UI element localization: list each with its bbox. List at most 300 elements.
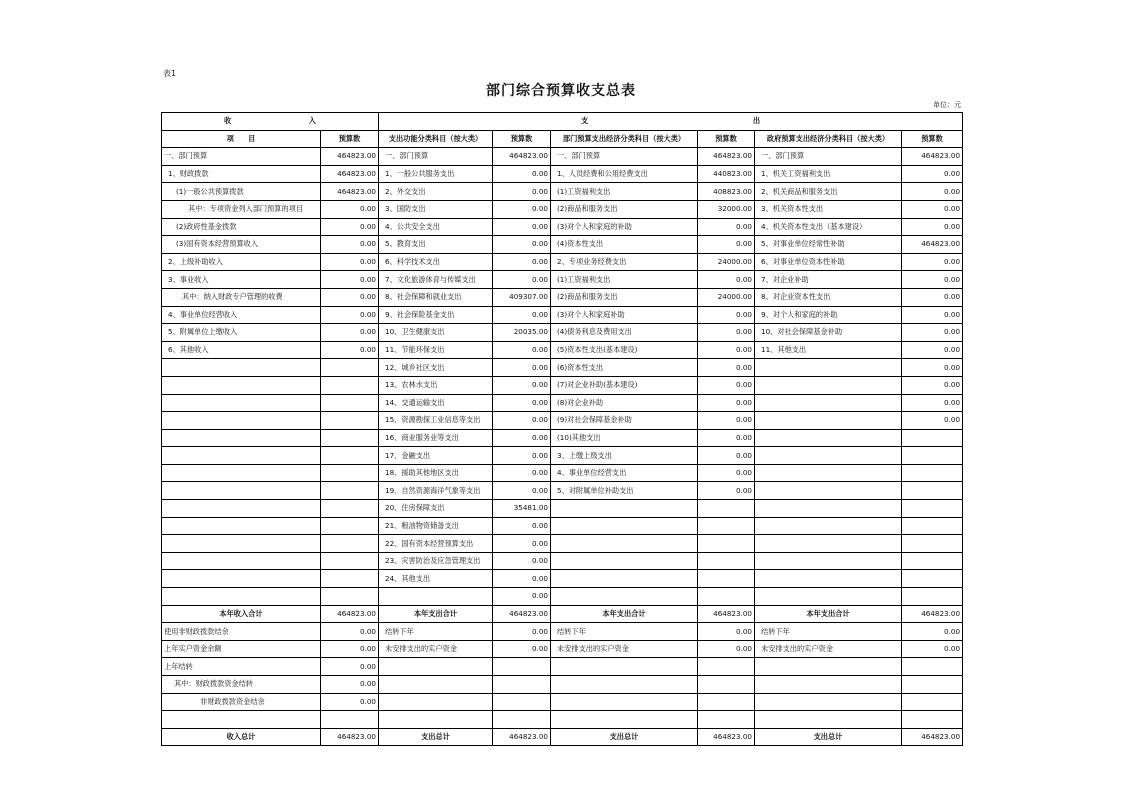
amount-cell: 0.00 [493, 253, 551, 271]
item-cell: 9、对个人和家庭的补助 [755, 306, 902, 324]
budget-summary-table [161, 112, 963, 746]
item-cell: 其中：纳入财政专户管理的收费 [162, 288, 321, 306]
amount-cell: 0.00 [698, 640, 755, 658]
amount-cell: 0.00 [321, 623, 379, 641]
amount-cell: 0.00 [698, 376, 755, 394]
amount-cell: 0.00 [698, 482, 755, 500]
item-cell [551, 517, 698, 535]
item-cell [755, 658, 902, 676]
amount-cell [321, 500, 379, 518]
item-cell: 9、社会保险基金支出 [379, 306, 493, 324]
amount-cell [902, 552, 963, 570]
amount-cell: 0.00 [493, 640, 551, 658]
item-cell [162, 429, 321, 447]
item-cell: 5、教育支出 [379, 236, 493, 254]
amount-cell: 0.00 [698, 218, 755, 236]
amount-cell: 0.00 [902, 271, 963, 289]
amount-cell: 0.00 [493, 412, 551, 430]
amount-cell: 464823.00 [493, 728, 551, 746]
item-cell [551, 552, 698, 570]
item-cell: 4、事业单位经营支出 [551, 464, 698, 482]
item-cell: 11、其他支出 [755, 341, 902, 359]
amount-cell: 440823.00 [698, 165, 755, 183]
item-cell: 本年支出合计 [755, 605, 902, 623]
item-cell: 其中：专项资金列入部门预算的项目 [162, 200, 321, 218]
amount-cell: 0.00 [493, 447, 551, 465]
table-row [162, 552, 963, 570]
amount-cell: 0.00 [321, 676, 379, 694]
table-row [162, 200, 963, 218]
amount-cell [902, 535, 963, 553]
amount-cell: 0.00 [902, 376, 963, 394]
amount-cell: 464823.00 [493, 605, 551, 623]
table-row [162, 148, 963, 166]
amount-cell [321, 482, 379, 500]
item-cell: (5)资本性支出(基本建设) [551, 341, 698, 359]
table-row [162, 640, 963, 658]
item-cell: (9)对社会保障基金补助 [551, 412, 698, 430]
item-cell: (1)工资福利支出 [551, 183, 698, 201]
item-cell [755, 588, 902, 606]
item-cell: 8、对企业资本性支出 [755, 288, 902, 306]
amount-cell [902, 429, 963, 447]
item-cell: (2)商品和服务支出 [551, 288, 698, 306]
amount-cell: 464823.00 [902, 605, 963, 623]
table-row [162, 676, 963, 694]
expense-section-header: 支 出 [379, 113, 963, 131]
amount-cell: 0.00 [321, 271, 379, 289]
table-row [162, 588, 963, 606]
item-cell [162, 535, 321, 553]
item-cell: 13、农林水支出 [379, 376, 493, 394]
item-cell: (3)对个人和家庭补助 [551, 306, 698, 324]
item-cell: 11、节能环保支出 [379, 341, 493, 359]
item-cell: 19、自然资源海洋气象等支出 [379, 482, 493, 500]
column-header: 预算数 [493, 130, 551, 148]
table-row [162, 464, 963, 482]
item-cell: (7)对企业补助(基本建设) [551, 376, 698, 394]
column-header-row [162, 130, 963, 148]
amount-cell: 0.00 [493, 376, 551, 394]
item-cell: 14、交通运输支出 [379, 394, 493, 412]
item-cell: 本年支出合计 [379, 605, 493, 623]
amount-cell: 0.00 [321, 218, 379, 236]
item-cell [551, 535, 698, 553]
item-cell [755, 535, 902, 553]
amount-cell [902, 500, 963, 518]
table-row [162, 376, 963, 394]
item-cell: 5、对事业单位经常性补助 [755, 236, 902, 254]
item-cell: 3、上缴上级支出 [551, 447, 698, 465]
item-cell [755, 500, 902, 518]
item-cell: 其中：财政拨款资金结转 [162, 676, 321, 694]
item-cell: 2、机关商品和服务支出 [755, 183, 902, 201]
column-header: 预算数 [698, 130, 755, 148]
amount-cell: 464823.00 [698, 605, 755, 623]
item-cell [379, 711, 493, 729]
income-section-header: 收 入 [162, 113, 379, 131]
amount-cell: 35481.00 [493, 500, 551, 518]
item-cell: 收入总计 [162, 728, 321, 746]
total-row [162, 605, 963, 623]
item-cell: 5、附属单位上缴收入 [162, 324, 321, 342]
amount-cell: 0.00 [493, 271, 551, 289]
item-cell [162, 552, 321, 570]
table-row [162, 236, 963, 254]
table-row [162, 711, 963, 729]
amount-cell [902, 658, 963, 676]
item-cell [162, 359, 321, 377]
amount-cell [902, 447, 963, 465]
amount-cell: 0.00 [902, 288, 963, 306]
amount-cell: 0.00 [321, 253, 379, 271]
amount-cell: 0.00 [493, 236, 551, 254]
item-cell: 3、国防支出 [379, 200, 493, 218]
item-cell [755, 464, 902, 482]
amount-cell [493, 676, 551, 694]
amount-cell [321, 429, 379, 447]
item-cell: 6、其他收入 [162, 341, 321, 359]
item-cell [755, 429, 902, 447]
table-row [162, 658, 963, 676]
item-cell: 2、外交支出 [379, 183, 493, 201]
item-cell: 支出总计 [755, 728, 902, 746]
column-header: 政府预算支出经济分类科目（按大类） [755, 130, 902, 148]
amount-cell [902, 711, 963, 729]
item-cell [755, 552, 902, 570]
item-cell: 1、一般公共服务支出 [379, 165, 493, 183]
item-cell [755, 447, 902, 465]
item-cell: 4、事业单位经营收入 [162, 306, 321, 324]
amount-cell [493, 658, 551, 676]
item-cell: 15、资源勘探工业信息等支出 [379, 412, 493, 430]
amount-cell: 0.00 [493, 394, 551, 412]
item-cell [551, 658, 698, 676]
amount-cell [902, 588, 963, 606]
item-cell: 18、援助其他地区支出 [379, 464, 493, 482]
item-cell: (4)债务利息及费用支出 [551, 324, 698, 342]
amount-cell [321, 394, 379, 412]
amount-cell: 0.00 [321, 640, 379, 658]
item-cell: 17、金融支出 [379, 447, 493, 465]
amount-cell: 0.00 [902, 165, 963, 183]
amount-cell: 0.00 [698, 359, 755, 377]
amount-cell: 409307.00 [493, 288, 551, 306]
item-cell: 未安排支出的实户资金 [551, 640, 698, 658]
item-cell: (6)资本性支出 [551, 359, 698, 377]
amount-cell: 464823.00 [321, 183, 379, 201]
amount-cell: 0.00 [902, 359, 963, 377]
item-cell: 4、公共安全支出 [379, 218, 493, 236]
item-cell: 21、粮油物资储备支出 [379, 517, 493, 535]
item-cell: 未安排支出的实户资金 [379, 640, 493, 658]
item-cell: 3、事业收入 [162, 271, 321, 289]
item-cell [755, 394, 902, 412]
amount-cell: 0.00 [902, 341, 963, 359]
amount-cell [698, 570, 755, 588]
table-row [162, 324, 963, 342]
amount-cell [902, 517, 963, 535]
table-row [162, 623, 963, 641]
item-cell [162, 464, 321, 482]
amount-cell [321, 412, 379, 430]
amount-cell [493, 693, 551, 711]
item-cell: 支出总计 [551, 728, 698, 746]
amount-cell: 0.00 [902, 623, 963, 641]
amount-cell: 32000.00 [698, 200, 755, 218]
item-cell: 6、对事业单位资本性补助 [755, 253, 902, 271]
item-cell [379, 588, 493, 606]
item-cell: 2、专项业务经费支出 [551, 253, 698, 271]
item-cell: 20、住房保障支出 [379, 500, 493, 518]
amount-cell [321, 376, 379, 394]
amount-cell: 0.00 [698, 306, 755, 324]
item-cell: 16、商业服务业等支出 [379, 429, 493, 447]
item-cell [755, 412, 902, 430]
table-row [162, 412, 963, 430]
item-cell: 8、社会保障和就业支出 [379, 288, 493, 306]
item-cell: 7、对企业补助 [755, 271, 902, 289]
amount-cell: 0.00 [493, 464, 551, 482]
amount-cell: 0.00 [698, 464, 755, 482]
item-cell: 本年支出合计 [551, 605, 698, 623]
page-title: 部门综合预算收支总表 [486, 83, 636, 99]
amount-cell [321, 517, 379, 535]
item-cell: (4)资本性支出 [551, 236, 698, 254]
unit-label: 单位：元 [933, 101, 961, 109]
item-cell [755, 376, 902, 394]
item-cell: (1)工资福利支出 [551, 271, 698, 289]
amount-cell: 464823.00 [698, 148, 755, 166]
item-cell [162, 517, 321, 535]
amount-cell: 0.00 [902, 324, 963, 342]
item-cell: 3、机关资本性支出 [755, 200, 902, 218]
amount-cell: 0.00 [698, 447, 755, 465]
table-row [162, 359, 963, 377]
amount-cell [902, 570, 963, 588]
item-cell: (8)对企业补助 [551, 394, 698, 412]
amount-cell: 0.00 [321, 658, 379, 676]
amount-cell: 0.00 [493, 165, 551, 183]
amount-cell [902, 482, 963, 500]
item-cell [379, 658, 493, 676]
table-row [162, 517, 963, 535]
amount-cell: 0.00 [698, 324, 755, 342]
amount-cell: 464823.00 [902, 236, 963, 254]
amount-cell: 0.00 [902, 253, 963, 271]
amount-cell: 0.00 [698, 429, 755, 447]
item-cell [551, 693, 698, 711]
amount-cell: 0.00 [902, 218, 963, 236]
amount-cell [698, 676, 755, 694]
column-header: 预算数 [321, 130, 379, 148]
amount-cell: 464823.00 [321, 728, 379, 746]
amount-cell [321, 552, 379, 570]
item-cell [162, 588, 321, 606]
item-cell: 未安排支出的实户资金 [755, 640, 902, 658]
item-cell: 一、部门预算 [755, 148, 902, 166]
amount-cell [698, 658, 755, 676]
amount-cell: 0.00 [321, 200, 379, 218]
item-cell [379, 676, 493, 694]
item-cell [755, 693, 902, 711]
item-cell: 1、人员经费和公用经费支出 [551, 165, 698, 183]
amount-cell: 0.00 [698, 412, 755, 430]
amount-cell [698, 500, 755, 518]
amount-cell: 0.00 [698, 236, 755, 254]
item-cell [162, 711, 321, 729]
item-cell: 7、文化旅游体育与传媒支出 [379, 271, 493, 289]
amount-cell [321, 570, 379, 588]
amount-cell: 464823.00 [902, 728, 963, 746]
table-row [162, 482, 963, 500]
item-cell: 结转下年 [551, 623, 698, 641]
amount-cell: 0.00 [493, 570, 551, 588]
table-row [162, 570, 963, 588]
table-row [162, 500, 963, 518]
amount-cell: 464823.00 [698, 728, 755, 746]
amount-cell: 0.00 [698, 271, 755, 289]
amount-cell: 0.00 [493, 306, 551, 324]
item-cell: (3)国有资本经营预算收入 [162, 236, 321, 254]
amount-cell: 464823.00 [321, 605, 379, 623]
table-row [162, 447, 963, 465]
item-cell [551, 500, 698, 518]
amount-cell [698, 552, 755, 570]
item-cell: 6、科学技术支出 [379, 253, 493, 271]
item-cell: 结转下年 [755, 623, 902, 641]
amount-cell: 408823.00 [698, 183, 755, 201]
item-cell [379, 693, 493, 711]
item-cell [755, 359, 902, 377]
table-row [162, 429, 963, 447]
item-cell: 一、部门预算 [162, 148, 321, 166]
item-cell: 本年收入合计 [162, 605, 321, 623]
item-cell: 4、机关资本性支出（基本建设） [755, 218, 902, 236]
amount-cell: 0.00 [698, 341, 755, 359]
amount-cell: 0.00 [493, 517, 551, 535]
item-cell [162, 412, 321, 430]
item-cell [755, 482, 902, 500]
amount-cell [321, 359, 379, 377]
table-row [162, 341, 963, 359]
table-row [162, 693, 963, 711]
item-cell [162, 376, 321, 394]
item-cell: 12、城乡社区支出 [379, 359, 493, 377]
amount-cell: 0.00 [493, 183, 551, 201]
amount-cell: 0.00 [493, 359, 551, 377]
table-row [162, 288, 963, 306]
amount-cell [902, 676, 963, 694]
table-number-label: 表1 [163, 69, 177, 78]
item-cell: 上年结转 [162, 658, 321, 676]
item-cell: (1)一般公共预算拨款 [162, 183, 321, 201]
amount-cell: 0.00 [493, 341, 551, 359]
amount-cell: 0.00 [493, 482, 551, 500]
amount-cell: 464823.00 [321, 148, 379, 166]
item-cell [551, 711, 698, 729]
amount-cell: 0.00 [698, 394, 755, 412]
item-cell: 23、灾害防治及应急管理支出 [379, 552, 493, 570]
amount-cell [698, 693, 755, 711]
amount-cell [321, 535, 379, 553]
amount-cell: 24000.00 [698, 253, 755, 271]
amount-cell: 0.00 [902, 394, 963, 412]
amount-cell: 0.00 [902, 412, 963, 430]
amount-cell [493, 711, 551, 729]
item-cell [162, 482, 321, 500]
amount-cell [698, 588, 755, 606]
item-cell [551, 570, 698, 588]
item-cell: (2)政府性基金拨款 [162, 218, 321, 236]
amount-cell [321, 447, 379, 465]
item-cell: 非财政拨款资金结余 [162, 693, 321, 711]
item-cell [162, 500, 321, 518]
amount-cell [902, 464, 963, 482]
amount-cell: 0.00 [493, 535, 551, 553]
item-cell [162, 394, 321, 412]
amount-cell: 0.00 [493, 552, 551, 570]
amount-cell: 464823.00 [902, 148, 963, 166]
table-row [162, 271, 963, 289]
total-row [162, 728, 963, 746]
item-cell: 10、卫生健康支出 [379, 324, 493, 342]
item-cell [551, 588, 698, 606]
item-cell: 2、上级补助收入 [162, 253, 321, 271]
amount-cell [902, 693, 963, 711]
column-header: 预算数 [902, 130, 963, 148]
amount-cell [321, 711, 379, 729]
table-row [162, 165, 963, 183]
item-cell [551, 676, 698, 694]
table-row [162, 394, 963, 412]
item-cell: 24、其他支出 [379, 570, 493, 588]
amount-cell: 0.00 [698, 623, 755, 641]
item-cell [162, 570, 321, 588]
item-cell: 1、财政拨款 [162, 165, 321, 183]
amount-cell: 0.00 [321, 341, 379, 359]
item-cell: 一、部门预算 [551, 148, 698, 166]
table-row [162, 253, 963, 271]
item-cell: 结转下年 [379, 623, 493, 641]
amount-cell: 464823.00 [321, 165, 379, 183]
item-cell [162, 447, 321, 465]
amount-cell [321, 464, 379, 482]
amount-cell: 0.00 [321, 236, 379, 254]
amount-cell: 24000.00 [698, 288, 755, 306]
column-header: 支出功能分类科目（按大类） [379, 130, 493, 148]
amount-cell: 0.00 [493, 429, 551, 447]
amount-cell [698, 711, 755, 729]
table-row [162, 306, 963, 324]
item-cell [755, 676, 902, 694]
item-cell: 5、对附属单位补助支出 [551, 482, 698, 500]
item-cell: 一、部门预算 [379, 148, 493, 166]
amount-cell [321, 588, 379, 606]
table-row [162, 183, 963, 201]
item-cell: (3)对个人和家庭的补助 [551, 218, 698, 236]
item-cell [755, 711, 902, 729]
amount-cell: 0.00 [493, 623, 551, 641]
amount-cell: 0.00 [321, 693, 379, 711]
table-row [162, 535, 963, 553]
amount-cell: 0.00 [902, 640, 963, 658]
amount-cell: 0.00 [902, 183, 963, 201]
item-cell: 使用非财政拨款结余 [162, 623, 321, 641]
amount-cell: 0.00 [493, 588, 551, 606]
amount-cell: 0.00 [493, 200, 551, 218]
column-header: 项 目 [162, 130, 321, 148]
